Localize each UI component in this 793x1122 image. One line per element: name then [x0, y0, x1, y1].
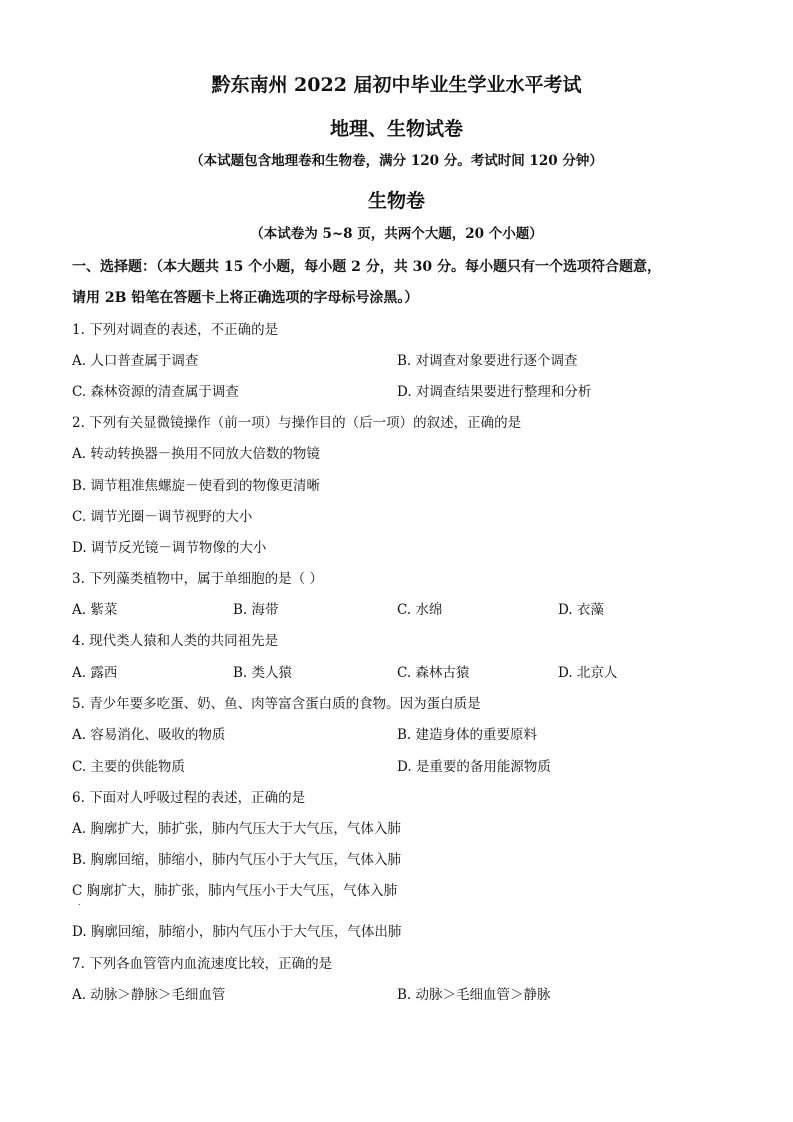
question-7-option-a: A. 动脉＞静脉＞毛细血管	[72, 987, 226, 1003]
question-6-option-b: B. 胸廓回缩，肺缩小，肺内气压小于大气压，气体入肺	[72, 852, 402, 868]
question-5-option-d: D. 是重要的备用能源物质	[397, 759, 551, 775]
question-4-option-a: A. 露西	[72, 665, 118, 681]
question-3-stem: 3. 下列藻类植物中，属于单细胞的是（ ）	[72, 571, 323, 587]
paper-title: 地理、生物试卷	[329, 118, 463, 140]
question-5-option-b: B. 建造身体的重要原料	[397, 727, 538, 743]
part1-heading-line1: 一、选择题：（本大题共 15 个小题，每小题 2 分，共 30 分。每小题只有一个选项符合题意，	[72, 259, 661, 275]
question-4-option-d: D. 北京人	[558, 665, 618, 681]
question-4-stem: 4. 现代类人猿和人类的共同祖先是	[72, 633, 279, 649]
question-2-option-b: B. 调节粗准焦螺旋－使看到的物像更清晰	[72, 478, 321, 494]
question-5-option-a: A. 容易消化、吸收的物质	[72, 727, 226, 743]
stray-dot-mark: .	[78, 898, 81, 907]
exam-main-title: 黔东南州 2022 届初中毕业生学业水平考试	[211, 74, 582, 96]
question-4-option-c: C. 森林古猿	[397, 665, 470, 681]
question-7-stem: 7. 下列各血管管内血流速度比较，正确的是	[72, 956, 333, 972]
paper-note: （本试题包含地理卷和生物卷，满分 120 分。考试时间 120 分钟）	[190, 153, 603, 169]
question-3-option-c: C. 水绵	[397, 602, 443, 618]
question-1-stem: 1. 下列对调查的表述，不正确的是	[72, 322, 279, 338]
question-5-stem: 5. 青少年要多吃蛋、奶、鱼、肉等富含蛋白质的食物。因为蛋白质是	[72, 696, 481, 712]
part1-heading-line2: 请用 2B 铅笔在答题卡上将正确选项的字母标号涂黑。）	[72, 290, 419, 306]
question-1-option-b: B. 对调查对象要进行逐个调查	[397, 353, 578, 369]
question-3-option-b: B. 海带	[233, 602, 279, 618]
question-7-option-b: B. 动脉＞毛细血管＞静脉	[397, 987, 551, 1003]
question-6-option-d: D. 胸廓回缩，肺缩小，肺内气压小于大气压，气体出肺	[72, 924, 402, 940]
question-6-stem: 6. 下面对人呼吸过程的表述，正确的是	[72, 790, 306, 806]
question-2-option-a: A. 转动转换器－换用不同放大倍数的物镜	[72, 446, 320, 462]
question-1-option-a: A. 人口普查属于调查	[72, 353, 199, 369]
section-title: 生物卷	[367, 190, 425, 212]
question-2-stem: 2. 下列有关显微镜操作（前一项）与操作目的（后一项）的叙述，正确的是	[72, 415, 522, 431]
question-5-option-c: C. 主要的供能物质	[72, 759, 185, 775]
question-4-option-b: B. 类人猿	[233, 665, 293, 681]
question-1-option-d: D. 对调查结果要进行整理和分析	[397, 384, 592, 400]
question-1-option-c: C. 森林资源的清查属于调查	[72, 384, 239, 400]
question-6-option-c: C 胸廓扩大，肺扩张，肺内气压小于大气压，气体入肺	[72, 883, 398, 899]
question-3-option-a: A. 紫菜	[72, 602, 118, 618]
question-2-option-c: C. 调节光圈－调节视野的大小	[72, 509, 253, 525]
question-6-option-a: A. 胸廓扩大，肺扩张，肺内气压大于大气压，气体入肺	[72, 821, 401, 837]
section-note: （本试卷为 5~8 页，共两个大题，20 个小题）	[250, 226, 543, 242]
question-2-option-d: D. 调节反光镜－调节物像的大小	[72, 540, 267, 556]
question-3-option-d: D. 衣藻	[558, 602, 604, 618]
